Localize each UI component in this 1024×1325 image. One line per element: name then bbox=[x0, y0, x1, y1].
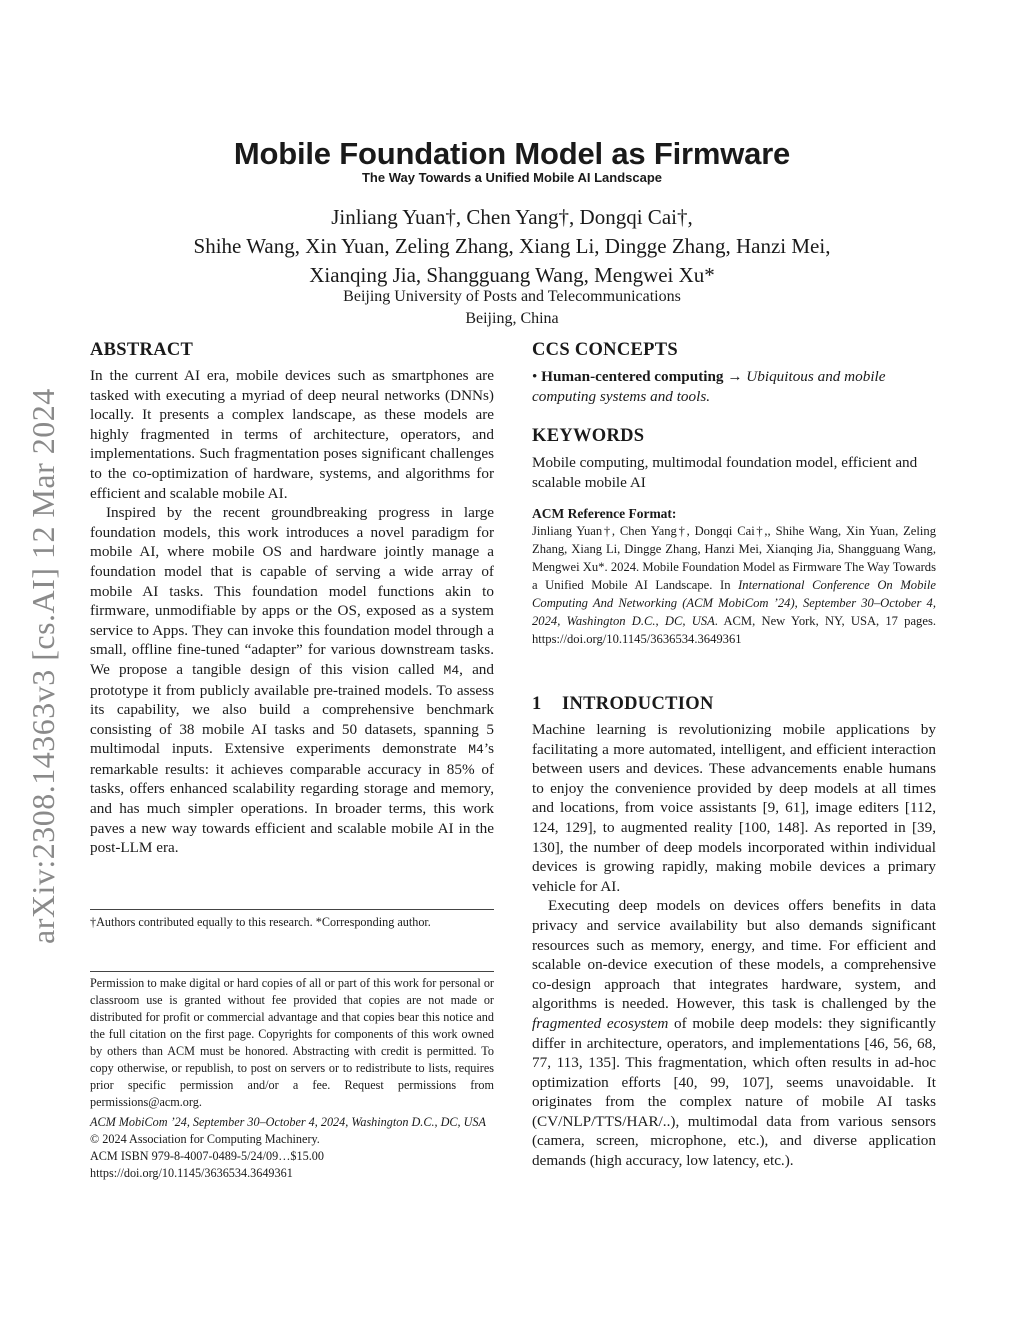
system-name: M4 bbox=[468, 742, 484, 758]
acm-ref-part-a: Jinliang Yuan†, Chen Yang†, Dongqi Cai†,, Shihe Wang, Xin Yuan, Zeling Zhang, Xiang Li, Dingge Zhang, Hanzi Mei, Xianqing Jia, Shangguang Wang, Mengwei Xu*. 2024. Mobile Foundation Model as Firmware The Way Towards a Unified Mobile AI Landscape. In bbox=[532, 524, 936, 592]
system-name: M4 bbox=[443, 662, 460, 678]
acm-reference-heading: ACM Reference Format: bbox=[532, 506, 677, 521]
intro-p2-emphasis: fragmented ecosystem bbox=[532, 1014, 669, 1032]
keywords-heading: KEYWORDS bbox=[532, 426, 645, 446]
abstract-p2-part-b: , and prototype it from publicly available pre-trained models. To assess its capability, we also build a comprehensive benchmark consisting of 38 mobile AI tasks and 50 datasets, spanning 5 multimodal inputs. Extensive experiments demonstrate bbox=[90, 660, 494, 758]
acm-ref-part-b: . ACM, New York, NY, USA, 17 pages. https://doi.org/10.1145/3636534.3649361 bbox=[532, 614, 936, 646]
intro-paragraph-2 bbox=[532, 896, 936, 1170]
location: Beijing, China bbox=[465, 310, 559, 327]
arxiv-identifier: arXiv:2308.14363v3 [cs.AI] 12 Mar 2024 bbox=[25, 388, 61, 944]
permission-text: Permission to make digital or hard copies of all or part of this work for personal or classroom use is granted without fee provided that copies are not made or distributed for profit or commercial advantage and that copies bear this notice and the full citation on the first page. Copyrights for components of this work owned by others than ACM must be honored. Abstracting with credit is permitted. To copy otherwise, or republish, to post on servers or to redistribute to lists, requires prior specific permission and/or a fee. Request permissions from permissions@acm.org. bbox=[90, 976, 494, 1109]
permission-block bbox=[90, 971, 494, 1182]
introduction-heading bbox=[532, 694, 936, 715]
intro-p2-part-a: Executing deep models on devices offers benefits in data privacy and service availability but also demands significant resources such as memory, energy, and time. For efficient and scalable on-device execution of these models, a comprehensive co-design approach that integrates hardware, system, and algorithms is needed. However, this task is challenged by the bbox=[532, 897, 936, 1013]
authors-line-1: Jinliang Yuan†, Chen Yang†, Dongqi Cai†, bbox=[331, 205, 693, 229]
intro-p2-part-b: of mobile deep models: they significantly differ in architecture, operators, and implementations [46, 56, 68, 77, 113, 135]. This fragmentation, which often results in ad-hoc optimization efforts [40, 99, 107], seems unavoidable. It originates from the complex nature of mobile AI tasks (CV/NLP/TTS/HAR/..), multimodal data from various sensors (camera, screen, microphone, etc.), and diverse application demands (high accuracy, low latency, etc.). bbox=[532, 1014, 936, 1170]
affiliation: Beijing University of Posts and Telecommunications bbox=[343, 288, 681, 305]
isbn-line: ACM ISBN 979-8-4007-0489-5/24/09…$15.00 bbox=[90, 1149, 324, 1163]
introduction-section bbox=[532, 694, 936, 1171]
abstract-section bbox=[90, 340, 494, 858]
ccs-bullet: • bbox=[532, 368, 542, 385]
acm-reference-section bbox=[532, 506, 936, 648]
affiliation-block bbox=[0, 286, 1024, 330]
permission-rule bbox=[90, 971, 494, 972]
ccs-concept-sub: Ubiquitous and mobile computing systems and tools. bbox=[532, 368, 886, 405]
abstract-heading: ABSTRACT bbox=[90, 340, 194, 360]
author-list bbox=[0, 203, 1024, 290]
abstract-p2-part-c: ’s remarkable results: it achieves comparable accuracy in 85% of tasks, offers enhanced scalability regarding storage and memory, and has much simpler operations. In broader terms, this work paves a new way towards efficient and scalable mobile AI in the post-LLM era. bbox=[90, 740, 494, 857]
ccs-section bbox=[532, 340, 936, 406]
ccs-concept-main: Human-centered computing bbox=[541, 368, 724, 385]
ccs-concept bbox=[532, 367, 936, 406]
copyright-line: © 2024 Association for Computing Machinery. bbox=[90, 1132, 320, 1146]
keywords-section bbox=[532, 426, 936, 492]
abstract-paragraph-2 bbox=[90, 503, 494, 858]
authors-line-3: Xianqing Jia, Shangguang Wang, Mengwei Xu* bbox=[309, 263, 715, 287]
acm-ref-venue: International Conference On Mobile Computing And Networking (ACM MobiCom ’24), September 30–October 4, 2024, Washington D.C., DC, USA bbox=[532, 578, 936, 628]
ccs-heading: CCS CONCEPTS bbox=[532, 340, 678, 360]
venue-line: ACM MobiCom ’24, September 30–October 4, 2024, Washington D.C., DC, USA bbox=[90, 1115, 486, 1129]
paper-title: Mobile Foundation Model as Firmware bbox=[233, 136, 791, 171]
intro-paragraph-1: Machine learning is revolutionizing mobile applications by facilitating a more automated, intelligent, and efficient interaction between users and devices. These advancements enable humans to enjoy the convenience provided by deep models at all times and locations, from voice assistants [9, 61], image editers [112, 124, 129], to augmented reality [100, 148]. As reported in [39, 130], the number of deep models incorporated within individual devices is growing rapidly, making mobile devices a primary vehicle for AI. bbox=[532, 721, 936, 895]
authors-line-2: Shihe Wang, Xin Yuan, Zeling Zhang, Xiang Li, Dingge Zhang, Hanzi Mei, bbox=[193, 234, 831, 258]
authors-footnote: †Authors contributed equally to this research. *Corresponding author. bbox=[90, 915, 431, 929]
ccs-arrow: → bbox=[723, 368, 747, 385]
keywords-text: Mobile computing, multimodal foundation model, efficient and scalable mobile AI bbox=[532, 454, 918, 491]
section-number: 1 bbox=[532, 694, 542, 714]
footnote-rule bbox=[90, 909, 494, 910]
section-title: INTRODUCTION bbox=[562, 694, 714, 714]
abstract-p2-part-a: Inspired by the recent groundbreaking progress in large foundation models, this work introduces a novel paradigm for mobile AI, where mobile OS and hardware jointly manage a foundation model that is capable of serving a wide array of mobile AI tasks. This foundation model functions akin to firmware, unmodifiable by apps or the OS, exposed as a system service to Apps. They can invoke this foundation model through a small, offline fine-tuned “adapter” for various downstream tasks. We propose a tangible design of this vision called bbox=[90, 504, 494, 678]
abstract-paragraph-1: In the current AI era, mobile devices such as smartphones are tasked with executing a myriad of deep neural networks (DNNs) locally. It presents a complex landscape, as these models are highly fragmented in terms of architecture, operators, and implementations. Such fragmentation poses significant challenges to the co-optimization of hardware, systems, and algorithms for efficient and scalable mobile AI. bbox=[90, 367, 494, 502]
doi-line: https://doi.org/10.1145/3636534.3649361 bbox=[90, 1166, 293, 1180]
acm-reference-text bbox=[532, 522, 936, 648]
footnote-area bbox=[90, 909, 494, 931]
paper-subtitle: The Way Towards a Unified Mobile AI Landscape bbox=[361, 170, 662, 185]
